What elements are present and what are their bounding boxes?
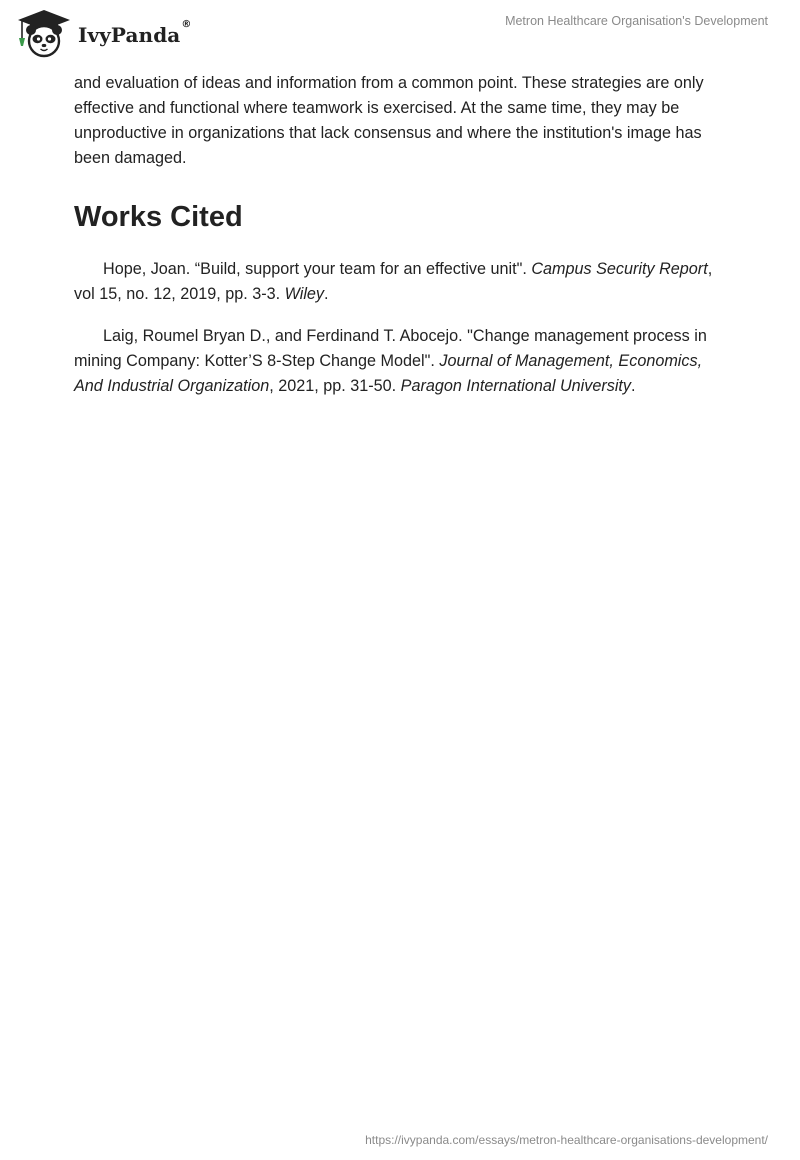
intro-paragraph: and evaluation of ideas and information from a common point. These strategies are only effective and functional where teamwork is exercised. At the same time, they may be unproductive in organizations that lack consensus and where the institution's image has been damaged. — [74, 74, 704, 167]
citation-publisher: Wiley — [284, 285, 325, 303]
citation-details: , 2021, pp. 31-50. — [269, 377, 401, 395]
panda-graduate-icon — [16, 8, 72, 58]
citation-entry — [74, 324, 734, 399]
citation-lead: Laig, Roumel Bryan D., and Ferdinand T. Abocejo. "Change management process in mining Company: Kotter’S 8-Step Change Model". — [74, 327, 707, 370]
page-header — [0, 0, 800, 70]
works-cited-list — [74, 257, 734, 399]
citation-end: . — [631, 377, 636, 395]
footer-source-url[interactable]: https://ivypanda.com/essays/metron-healthcare-organisations-development/ — [365, 1133, 768, 1147]
citation-entry — [74, 257, 734, 307]
ivypanda-logo[interactable] — [16, 8, 191, 58]
citation-details: , vol 15, no. 12, 2019, pp. 3-3. — [74, 260, 713, 303]
document-running-title: Metron Healthcare Organisation's Development — [505, 14, 768, 28]
citation-journal: Journal of Management, Economics, And Industrial Organization — [74, 352, 703, 395]
document-body — [74, 71, 734, 416]
brand-name: IvyPanda® — [78, 19, 192, 47]
citation-journal: Campus Security Report — [531, 260, 708, 278]
citation-end: . — [324, 285, 329, 303]
works-cited-heading: Works Cited — [74, 201, 243, 233]
citation-publisher: Paragon International University — [400, 377, 632, 395]
citation-lead: Hope, Joan. “Build, support your team for an effective unit". — [103, 260, 532, 278]
registered-mark: ® — [181, 19, 192, 30]
